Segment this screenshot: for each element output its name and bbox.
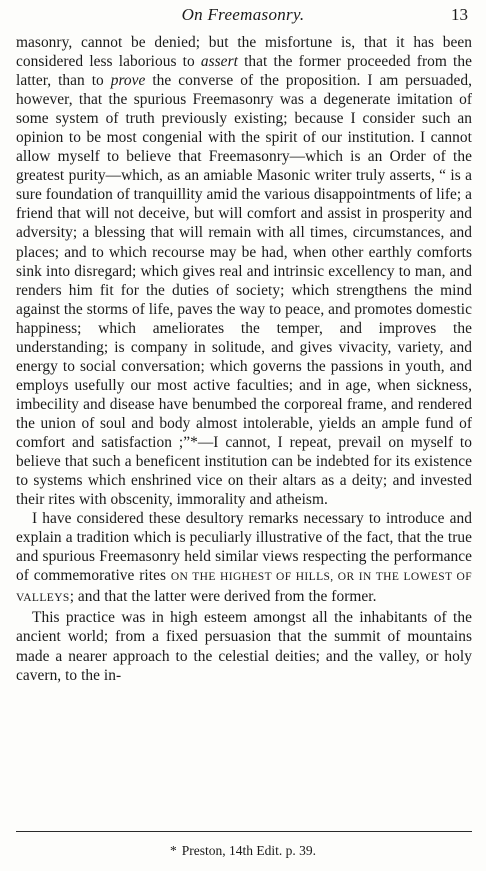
- paragraph-3: [16, 608, 472, 684]
- paragraph-1-text-b: that the former proceeded from the latter, than to: [16, 53, 472, 90]
- footnote-marker: *: [170, 843, 177, 858]
- paragraph-2-text-a: I have considered these desultory remarks necessary to introduce and explain a tradition which is peculiarly illustrative of the fact, that the true and spurious Freemasonry held similar views respecting the performance of commemorative rites: [16, 510, 472, 585]
- footnote-rule: [16, 831, 472, 832]
- page-number: 13: [451, 5, 468, 24]
- paragraph-1: [16, 33, 472, 509]
- emphasis-assert: assert: [200, 53, 238, 71]
- running-head: [14, 5, 472, 29]
- running-title: On Freemasonry.: [181, 5, 305, 24]
- emphasis-prove: prove: [110, 72, 146, 90]
- footnote-text: Preston, 14th Edit. p. 39.: [181, 843, 316, 858]
- paragraph-1-text-c: the converse of the proposition. I am persuaded, however, that the spurious Freemasonry was a degenerate imitation of some system of truth previously existing; because I consider such an opinion to be most congenial with the spirit of our institution. I cannot allow myself to believe that Freemasonry—which is an Order of the greatest purity—which, as an amiable Masonic writer truly asserts, “ is a sure foundation of tranquillity amid the various disappointments of life; a friend that will not deceive, but will comfort and assist in prosperity and adversity; a blessing that will remain with all times, circumstances, and places; and to which recourse may be had, when other earthly comforts sink into disregard; which gives real and intrinsic excellency to man, and renders him fit for the duties of society; which strengthens the mind against the storms of life, paves the way to peace, and promotes domestic happiness; which ameliorates the temper, and improves the understanding; is company in solitude, and gives vivacity, variety, and energy to social conversation; which governs the passions in youth, and employs usefully our most active faculties; and in age, when sickness, imbecility and disease have benumbed the corporeal frame, and rendered the union of soul and body almost intolerable, yields an ample fund of comfort and satisfaction ;”*—I cannot, I repeat, prevail on myself to believe that such a beneficent institution can be indebted for its existence to systems which enshrined vice on their altars as a deity; and invested their rites with obscenity, immorality and atheism.: [16, 72, 472, 509]
- paragraph-1-text-a: masonry, cannot be denied; but the misfortune is, that it has been considered less laborious to: [16, 34, 472, 71]
- paragraph-3-text: This practice was in high esteem amongst all the inhabitants of the ancient world; from a fixed persuasion that the summit of mountains made a nearer approach to the celestial deities; and the valley, or holy cavern, to the in-: [16, 609, 472, 684]
- paragraph-2: [16, 509, 472, 608]
- body-text: [16, 33, 472, 685]
- paragraph-2-text-b: ; and that the latter were derived from the former.: [69, 588, 377, 606]
- footnote: [0, 843, 486, 859]
- small-caps-phrase: ON THE HIGHEST OF HILLS, OR IN THE LOWEST OF VALLEYS: [16, 571, 473, 605]
